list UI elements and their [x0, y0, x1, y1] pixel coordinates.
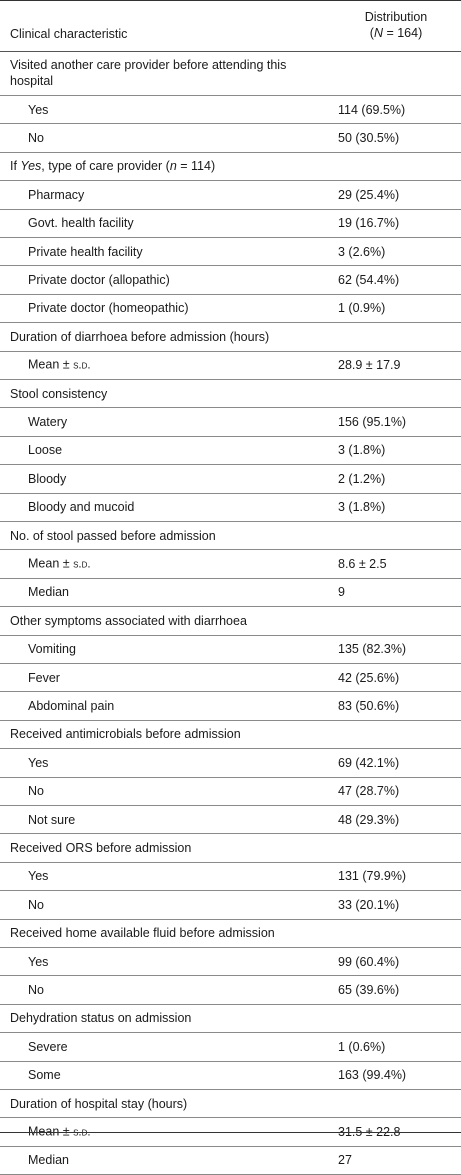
- row-label: No: [28, 897, 44, 912]
- row-value: 83 (50.6%): [338, 699, 400, 714]
- row-value: 131 (79.9%): [338, 869, 407, 884]
- table-row: [0, 181, 461, 209]
- table-row: [0, 806, 461, 834]
- row-label: Some: [28, 1068, 61, 1083]
- row-label: Pharmacy: [28, 187, 85, 202]
- table-row: [0, 352, 461, 380]
- header-distribution-label: Distribution: [364, 10, 428, 24]
- table-row: [0, 579, 461, 607]
- row-value: 50 (30.5%): [338, 131, 400, 146]
- row-label: Abdominal pain: [28, 699, 115, 714]
- row-value: 114 (69.5%): [338, 102, 406, 117]
- row-label: Median: [28, 1153, 69, 1168]
- row-label: Private health facility: [28, 244, 143, 259]
- row-value: 1 (0.9%): [338, 301, 386, 316]
- header-distribution: [336, 9, 456, 41]
- table-row: [0, 692, 461, 720]
- header-clinical-characteristic: Clinical characteristic: [10, 27, 128, 41]
- row-value: 3 (2.6%): [338, 244, 386, 259]
- group-label: Duration of hospital stay (hours): [10, 1096, 188, 1111]
- row-label: No: [28, 131, 44, 146]
- group-label: Dehydration status on admission: [10, 1011, 192, 1026]
- table-row: [0, 863, 461, 891]
- row-label: Not sure: [28, 812, 76, 827]
- table-bottom-rule: [0, 1132, 461, 1133]
- row-value: 8.6 ± 2.5: [338, 557, 387, 572]
- table-group-row: [0, 920, 461, 948]
- table-row: [0, 266, 461, 294]
- row-label: Watery: [28, 415, 68, 430]
- row-label: Yes: [28, 755, 49, 770]
- row-value: 156 (95.1%): [338, 415, 407, 430]
- group-label: Received ORS before admission: [10, 841, 192, 856]
- row-label: Govt. health facility: [28, 216, 134, 231]
- row-value: 9: [338, 585, 345, 600]
- row-label: Private doctor (allopathic): [28, 273, 170, 288]
- table-row: [0, 238, 461, 266]
- table-row: [0, 408, 461, 436]
- table-header: [0, 0, 461, 52]
- row-value: 69 (42.1%): [338, 755, 400, 770]
- row-label: Median: [28, 585, 69, 600]
- row-label: Yes: [28, 869, 49, 884]
- row-value: 99 (60.4%): [338, 954, 400, 969]
- row-value: 3 (1.8%): [338, 500, 386, 515]
- row-label: Fever: [28, 670, 60, 685]
- table-row: [0, 636, 461, 664]
- table-row: [0, 124, 461, 152]
- row-label: No: [28, 983, 44, 998]
- group-label: Duration of diarrhoea before admission (hours): [10, 329, 270, 344]
- row-value: 62 (54.4%): [338, 273, 400, 288]
- table-row: [0, 465, 461, 493]
- row-label: Bloody: [28, 471, 67, 486]
- table-row: [0, 295, 461, 323]
- row-value: 29 (25.4%): [338, 187, 400, 202]
- table-group-row: [0, 522, 461, 550]
- row-label: Severe: [28, 1039, 68, 1054]
- row-value: 28.9 ± 17.9: [338, 358, 401, 373]
- table-group-row: [0, 721, 461, 749]
- row-value: 27: [338, 1153, 352, 1168]
- table-row: [0, 778, 461, 806]
- table-row: [0, 1062, 461, 1090]
- table-group-row: [0, 1005, 461, 1033]
- row-label: Mean ± s.d.: [28, 556, 91, 571]
- table-group-row: [0, 607, 461, 635]
- table-group-row: [0, 380, 461, 408]
- table-row: [0, 749, 461, 777]
- row-value: 47 (28.7%): [338, 784, 400, 799]
- row-value: 135 (82.3%): [338, 642, 407, 657]
- table-row: [0, 96, 461, 124]
- row-label: Bloody and mucoid: [28, 500, 135, 515]
- row-value: 163 (99.4%): [338, 1068, 407, 1083]
- row-label: Mean ± s.d.: [28, 357, 91, 372]
- group-label: Received antimicrobials before admission: [10, 727, 241, 742]
- row-value: 1 (0.6%): [338, 1039, 386, 1054]
- group-label: No. of stool passed before admission: [10, 528, 216, 543]
- row-value: 19 (16.7%): [338, 216, 400, 231]
- row-value: 65 (39.6%): [338, 983, 400, 998]
- table-row: [0, 664, 461, 692]
- table-row: [0, 437, 461, 465]
- table-group-row: [0, 323, 461, 351]
- row-value: 2 (1.2%): [338, 471, 386, 486]
- row-value: 31.5 ± 22.8: [338, 1125, 401, 1140]
- group-label: If Yes, type of care provider (n = 114): [10, 159, 216, 174]
- row-label: Loose: [28, 443, 63, 458]
- row-label: Yes: [28, 102, 49, 117]
- row-label: No: [28, 784, 44, 799]
- table-row: [0, 976, 461, 1004]
- table-row: [0, 891, 461, 919]
- row-value: 33 (20.1%): [338, 897, 400, 912]
- group-label: Other symptoms associated with diarrhoea: [10, 613, 247, 628]
- table-group-row: [0, 834, 461, 862]
- row-label: Vomiting: [28, 642, 76, 657]
- row-label: Private doctor (homeopathic): [28, 301, 189, 316]
- table-group-row: [0, 153, 461, 181]
- row-value: 48 (29.3%): [338, 812, 400, 827]
- group-label: Stool consistency: [10, 386, 108, 401]
- table-group-row: [0, 1090, 461, 1118]
- table-row: [0, 494, 461, 522]
- table-group-row: [0, 51, 461, 96]
- row-value: 42 (25.6%): [338, 670, 400, 685]
- table-row: [0, 1033, 461, 1061]
- row-label: Yes: [28, 954, 49, 969]
- group-label: Received home available fluid before admission: [10, 926, 275, 941]
- row-label: Mean ± s.d.: [28, 1124, 91, 1139]
- table-row: [0, 1147, 461, 1175]
- table-row: [0, 210, 461, 238]
- group-label: Visited another care provider before attending this hospital: [10, 58, 287, 88]
- row-value: 3 (1.8%): [338, 443, 386, 458]
- header-sample-size: (N = 164): [369, 26, 423, 40]
- table-row: [0, 948, 461, 976]
- table-row: [0, 550, 461, 578]
